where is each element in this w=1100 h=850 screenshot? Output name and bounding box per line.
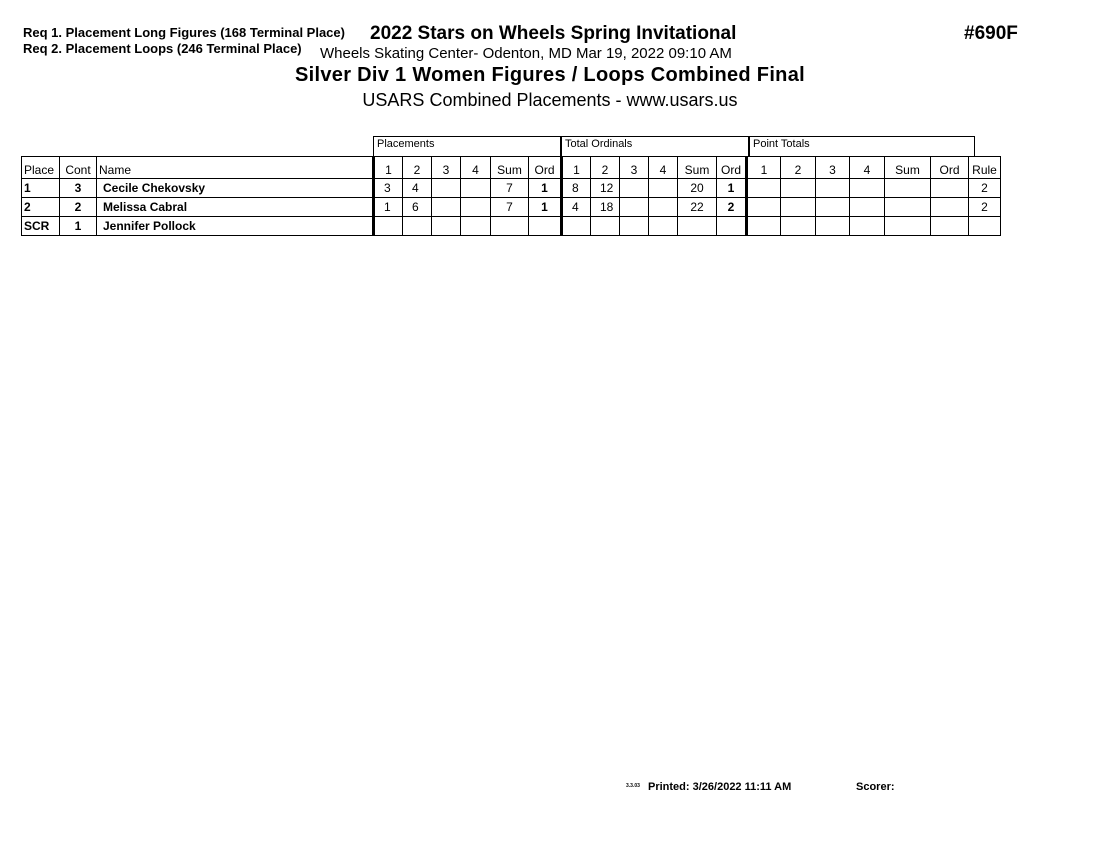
venue-date-line: Wheels Skating Center- Odenton, MD Mar 19, 2022 09:10 AM	[320, 45, 732, 62]
competition-title: 2022 Stars on Wheels Spring Invitational	[370, 23, 737, 44]
table-cell: 18	[591, 198, 620, 217]
column-header: Rule	[969, 157, 1001, 179]
table-cell: 1	[22, 179, 60, 198]
column-header: Sum	[491, 157, 529, 179]
table-cell	[931, 198, 969, 217]
table-cell: 12	[591, 179, 620, 198]
table-cell: 7	[491, 179, 529, 198]
scorer-label: Scorer:	[856, 781, 895, 793]
table-cell: SCR	[22, 217, 60, 236]
table-cell: 1	[374, 198, 403, 217]
table-cell: 8	[562, 179, 591, 198]
table-cell	[850, 179, 885, 198]
column-header: 2	[591, 157, 620, 179]
table-cell	[747, 217, 781, 236]
table-cell	[649, 198, 678, 217]
table-cell	[620, 198, 649, 217]
column-header: Ord	[931, 157, 969, 179]
column-header: Ord	[529, 157, 562, 179]
table-cell: 7	[491, 198, 529, 217]
table-cell: 6	[403, 198, 432, 217]
table-cell	[717, 217, 747, 236]
table-cell	[649, 179, 678, 198]
table-cell	[816, 179, 850, 198]
column-header: Cont	[60, 157, 97, 179]
table-cell	[885, 198, 931, 217]
table-cell	[432, 198, 461, 217]
table-row	[22, 217, 1001, 236]
column-header: 4	[649, 157, 678, 179]
table-cell	[969, 217, 1001, 236]
column-header: Sum	[678, 157, 717, 179]
competitor-name: Cecile Chekovsky	[97, 179, 374, 198]
version-number: 3.3.03	[626, 783, 640, 789]
group-header-total-ordinals: Total Ordinals	[561, 136, 749, 156]
table-cell: 1	[60, 217, 97, 236]
table-cell	[747, 198, 781, 217]
table-cell	[885, 179, 931, 198]
column-header: 3	[432, 157, 461, 179]
column-header: 1	[374, 157, 403, 179]
table-cell	[461, 217, 491, 236]
table-cell	[850, 198, 885, 217]
table-cell	[461, 198, 491, 217]
table-cell: 1	[529, 198, 562, 217]
column-header: Ord	[717, 157, 747, 179]
table-cell	[885, 217, 931, 236]
table-cell	[591, 217, 620, 236]
column-header: 4	[461, 157, 491, 179]
results-table	[21, 156, 1001, 236]
table-cell	[747, 179, 781, 198]
source-line: USARS Combined Placements - www.usars.us	[362, 90, 738, 110]
table-cell	[781, 217, 816, 236]
table-cell	[432, 217, 461, 236]
table-cell	[816, 198, 850, 217]
column-header: 1	[562, 157, 591, 179]
table-cell	[816, 217, 850, 236]
printed-timestamp: Printed: 3/26/2022 11:11 AM	[648, 781, 792, 793]
table-cell	[529, 217, 562, 236]
table-cell	[491, 217, 529, 236]
table-cell: 20	[678, 179, 717, 198]
table-cell: 2	[717, 198, 747, 217]
table-cell	[461, 179, 491, 198]
table-cell	[432, 179, 461, 198]
column-header: Place	[22, 157, 60, 179]
column-header: 4	[850, 157, 885, 179]
competitor-name: Jennifer Pollock	[97, 217, 374, 236]
table-cell: 1	[529, 179, 562, 198]
table-cell	[620, 179, 649, 198]
column-header: Name	[97, 157, 374, 179]
table-cell: 4	[562, 198, 591, 217]
table-cell: 2	[22, 198, 60, 217]
table-cell	[850, 217, 885, 236]
table-cell	[678, 217, 717, 236]
requirement-1: Req 1. Placement Long Figures (168 Terminal Place)	[23, 25, 345, 40]
column-header: 1	[747, 157, 781, 179]
column-header: 2	[781, 157, 816, 179]
table-cell	[781, 179, 816, 198]
column-header-row	[22, 157, 1001, 179]
table-cell	[781, 198, 816, 217]
group-header-placements: Placements	[373, 136, 561, 156]
table-cell: 22	[678, 198, 717, 217]
column-header: 3	[816, 157, 850, 179]
table-cell	[374, 217, 403, 236]
table-cell: 1	[717, 179, 747, 198]
competitor-name: Melissa Cabral	[97, 198, 374, 217]
table-cell	[931, 179, 969, 198]
table-cell	[562, 217, 591, 236]
table-cell: 3	[374, 179, 403, 198]
table-cell: 4	[403, 179, 432, 198]
column-header: 2	[403, 157, 432, 179]
table-row	[22, 179, 1001, 198]
column-header: 3	[620, 157, 649, 179]
requirement-2: Req 2. Placement Loops (246 Terminal Place)	[23, 41, 302, 56]
table-cell	[649, 217, 678, 236]
event-number: #690F	[964, 23, 1018, 44]
table-cell: 2	[969, 179, 1001, 198]
table-cell: 2	[60, 198, 97, 217]
table-cell	[403, 217, 432, 236]
table-cell	[620, 217, 649, 236]
table-cell: 2	[969, 198, 1001, 217]
table-cell	[931, 217, 969, 236]
table-cell: 3	[60, 179, 97, 198]
group-header-point-totals: Point Totals	[749, 136, 975, 156]
event-subtitle: Silver Div 1 Women Figures / Loops Combined Final	[295, 64, 805, 86]
column-header: Sum	[885, 157, 931, 179]
table-row	[22, 198, 1001, 217]
